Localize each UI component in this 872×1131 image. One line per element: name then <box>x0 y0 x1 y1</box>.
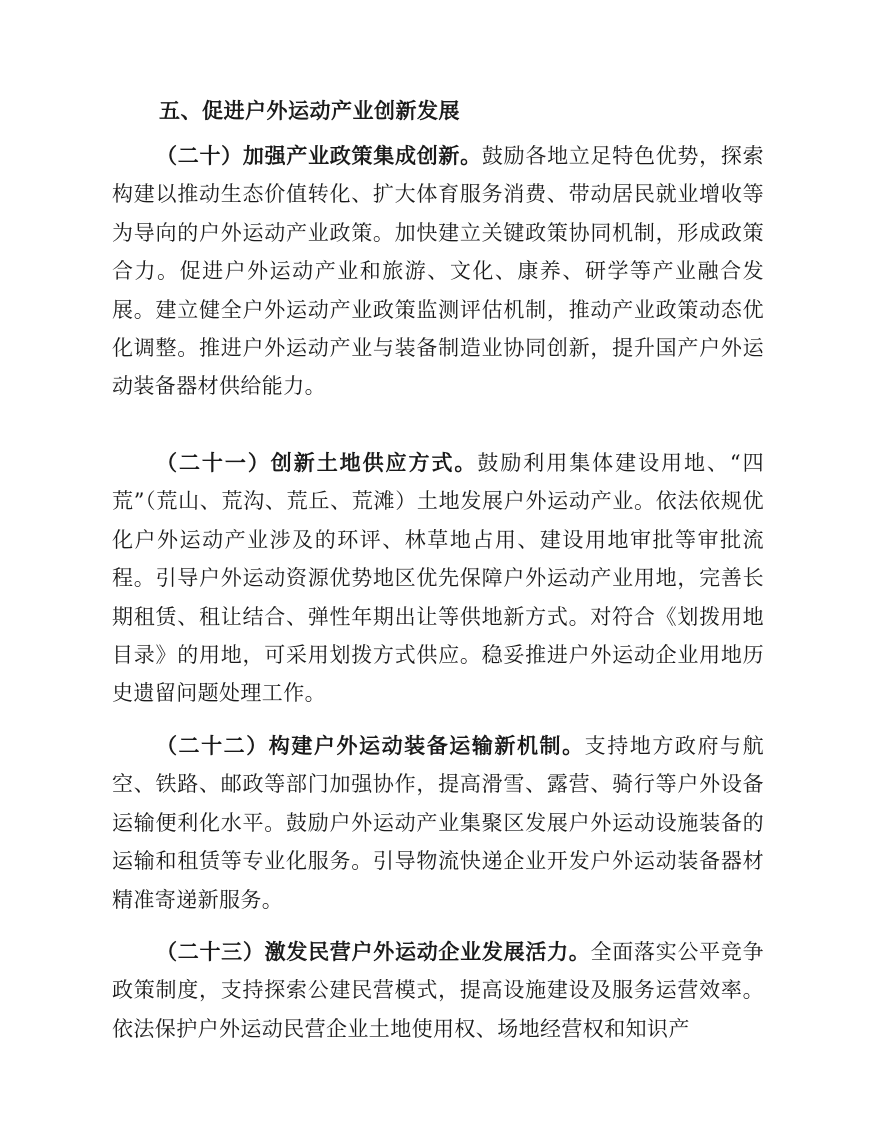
paragraph-lead: （二十二）构建户外运动装备运输新机制。 <box>156 734 585 758</box>
paragraph-lead: （二十）加强产业政策集成创新。 <box>156 144 482 168</box>
paragraph-body: 鼓励各地立足特色优势，探索构建以推动生态价值转化、扩大体育服务消费、带动居民就业增收等为导向的户外运动产业政策。加快建立关键政策协同机制，形成政策合力。促进户外运动产业和旅游、文化、康养、研学等产业融合发展。建立健全户外运动产业政策监测评估机制，推动产业政策动态优化调整。推进户外运动产业与装备制造业协同创新，提升国产户外运动装备器材供给能力。 <box>112 144 764 399</box>
paragraph-body: 支持地方政府与航空、铁路、邮政等部门加强协作，提高滑雪、露营、骑行等户外设备运输便利化水平。鼓励户外运动产业集聚区发展户外运动设施装备的运输和租赁等专业化服务。引导物流快递企业开发户外运动装备器材精准寄递新服务。 <box>112 734 764 912</box>
paragraph-equipment-transport <box>112 727 764 919</box>
paragraph-policy-integration <box>112 137 764 406</box>
paragraph-body: 鼓励利用集体建设用地、“四荒”（荒山、荒沟、荒丘、荒滩）土地发展户外运动产业。依法依规优化户外运动产业涉及的环评、林草地占用、建设用地审批等审批流程。引导户外运动资源优势地区优先保障户外运动产业用地，完善长期租赁、租让结合、弹性年期出让等供地新方式。对符合《划拨用地目录》的用地，可采用划拨方式供应。稳妥推进户外运动企业用地历史遗留问题处理工作。 <box>112 451 764 706</box>
paragraph-body: 全面落实公平竞争政策制度，支持探索公建民营模式，提高设施建设及服务运营效率。依法保护户外运动民营企业土地使用权、场地经营权和知识产 <box>112 940 764 1041</box>
paragraph-lead: （二十一）创新土地供应方式。 <box>156 451 478 475</box>
paragraph-land-supply <box>112 444 764 713</box>
paragraph-lead: （二十三）激发民营户外运动企业发展活力。 <box>156 940 591 964</box>
section-heading: 五、促进户外运动产业创新发展 <box>159 99 460 123</box>
paragraph-private-enterprise <box>112 933 764 1048</box>
